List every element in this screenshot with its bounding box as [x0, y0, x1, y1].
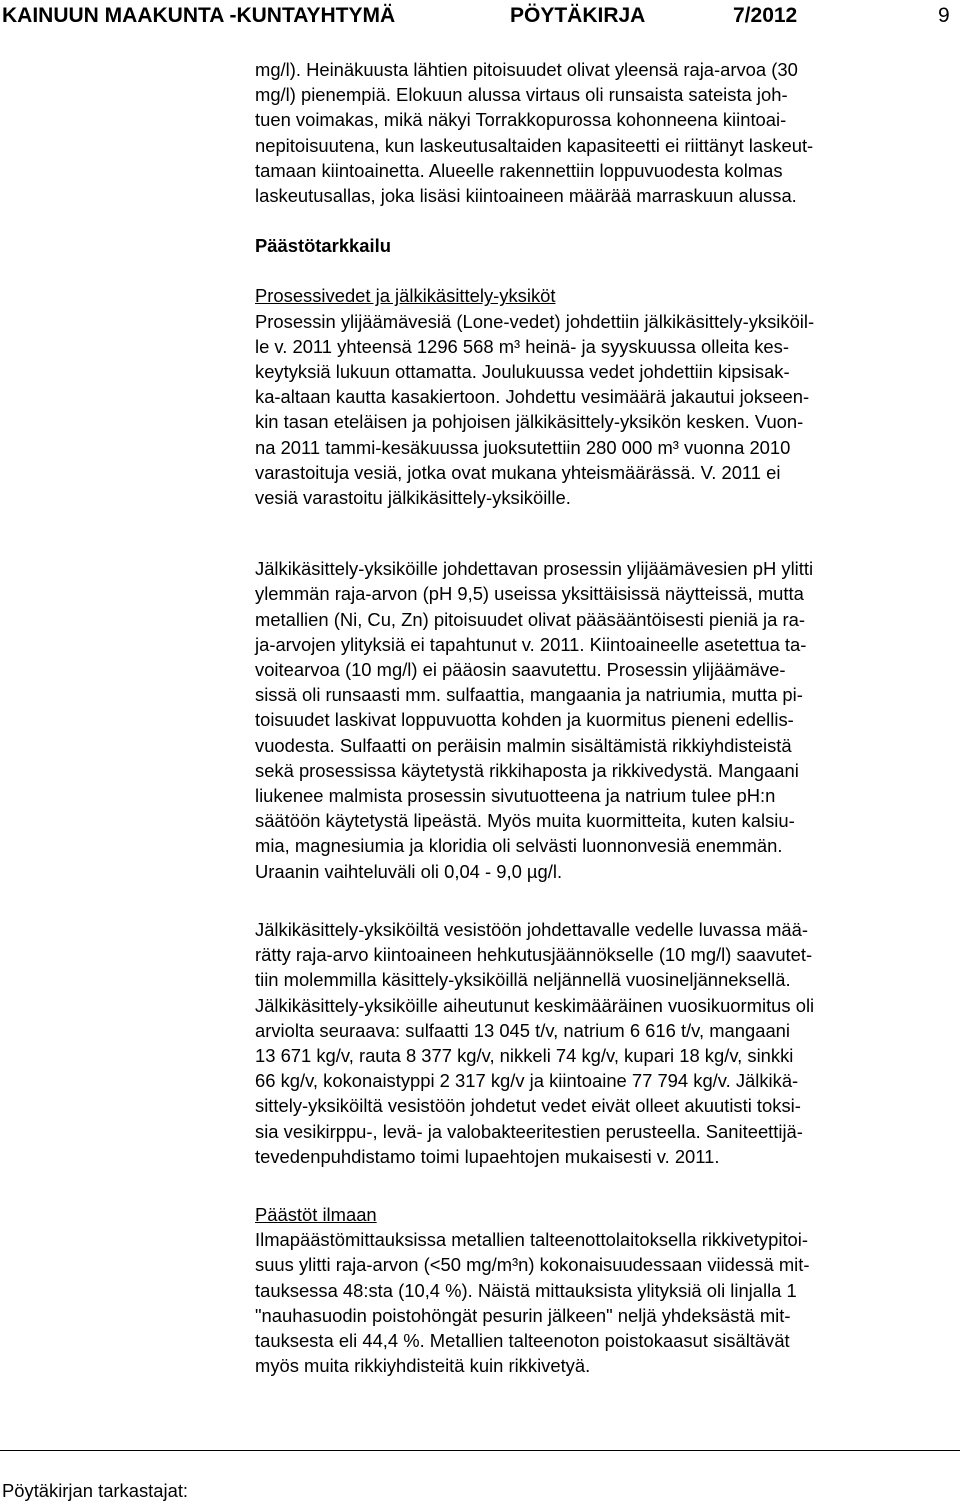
spacer [255, 884, 955, 917]
header-page-number: 9 [938, 4, 950, 27]
paragraph-prosessivedet: Prosessin ylijäämävesiä (Lone-vedet) johdettiin jälkikäsittely-yksiköil- le v. 2011 yhteensä 1296 568 m³ heinä- ja syyskuussa olleita kes- keytyksiä lukuun ottamatta. Joulukuussa vedet johdettiin kipsisak- ka-altaan kautta kasakiertoon. Johdettu vesimäärä jakautui jokseen- kin tasan eteläisen ja pohjoisen jälkikäsittely-yksikön kesken. Vuon- na 2011 tammi-kesäkuussa juoksutettiin 280 000 m³ vuonna 2010 varastoituja vesiä, jotka ovat mukana yhteismäärässä. V. 2011 ei vesiä varastoitu jälkikäsittely-yksiköille. [255, 310, 815, 509]
section-heading-paastotarkkailu: Päästötarkkailu [255, 235, 391, 257]
header-document-type: PÖYTÄKIRJA [510, 4, 646, 27]
header-organization: KAINUUN MAAKUNTA -KUNTAYHTYMÄ [2, 4, 396, 27]
footer-divider [0, 1450, 960, 1451]
footer-reviewers-label: Pöytäkirjan tarkastajat: [2, 1480, 189, 1501]
paragraph-ph: Jälkikäsittely-yksiköille johdettavan prosessin ylijäämävesien pH ylitti ylemmän raja-arvon (pH 9,5) useissa yksittäisissä näytteissä, mutta metallien (Ni, Cu, Zn) pitoisuudet olivat pääsääntöisesti pieniä ja ra- ja-arvojen ylityksiä ei tapahtunut v. 2011. Kiintoaineelle asetettua ta- voitearvoa (10 mg/l) ei pääosin saavutettu. Prosessin ylijäämäve- sissä oli runsaasti mm. sulfaattia, mangaania ja natriumia, mutta pi- toisuudet laskivat loppuvuotta kohden ja kuormitus pieneni edellis- vuodesta. Sulfaatti on peräisin malmin sisältämistä rikkiyhdisteistä sekä prosessissa käytetystä rikkihaposta ja rikkivedystä. Mangaani liukenee malmista prosessin sivutuotteena ja natrium tulee pH:n säätöön käytetystä lipeästä. Myös muita kuormitteita, kuten kalsiu- mia, magnesiumia ja kloridia oli selvästi luonnonvesiä enemmän. Uraanin vaihteluväli oli 0,04 - 9,0 µg/l. [255, 558, 814, 882]
spacer [255, 1169, 955, 1202]
header-document-number: 7/2012 [733, 4, 798, 27]
spacer [255, 208, 955, 233]
subheading-paastot-ilmaan: Päästöt ilmaan [255, 1203, 377, 1225]
paragraph-intro: mg/l). Heinäkuusta lähtien pitoisuudet olivat yleensä raja-arvoa (30 mg/l) pienempiä. Elokuun alussa virtaus oli runsaista sateista joh- tuen voimakas, mikä näkyi Torrakkopurossa kohonneena kiintoai- nepitoisuutena, kun laskeutusaltaiden kapasiteetti ei riittänyt laskeut- tamaan kiintoainetta. Alueelle rakennettiin loppuvuodesta kolmas laskeutusallas, joka lisäsi kiintoaineen määrää marraskuun alussa. [255, 59, 814, 207]
paragraph-vesistoon: Jälkikäsittely-yksiköiltä vesistöön johdettavalle vedelle luvassa mää- rätty raja-arvo kiintoaineen hehkutusjäännökselle (10 mg/l) saavutet- tiin molemmilla käsittely-yksiköillä neljännellä vuosineljänneksellä. Jälkikäsittely-yksiköille aiheutunut keskimääräinen vuosikuormitus oli arviolta seuraava: sulfaatti 13 045 t/v, natrium 6 616 t/v, mangaani 13 671 kg/v, rauta 8 377 kg/v, nikkeli 74 kg/v, kupari 18 kg/v, sinkki 66 kg/v, kokonaistyppi 2 317 kg/v ja kiintoaine 77 794 kg/v. Jälkikä- sittely-yksiköiltä vesistöön johdetut vedet eivät olleet akuutisti toksi- sia vesikirppu-, levä- ja valobakteeritestien perusteella. Saniteettijä- tevedenpuhdistamo toimi lupaehtojen mukaisesti v. 2011. [255, 918, 815, 1167]
spacer [255, 510, 955, 556]
document-body [255, 57, 955, 1378]
paragraph-ilmaan: Ilmapäästömittauksissa metallien talteenottolaitoksella rikkivetypitoi- suus ylitti raja-arvon (<50 mg/m³n) kokonaisuudessaan viidessä mit- tauksessa 48:sta (10,4 %). Näistä mittauksista ylityksiä oli linjalla 1 "nauhasuodin poistohöngät pesurin jälkeen" neljä yhdeksästä mit- tauksesta eli 44,4 %. Metallien talteenoton poistokaasut sisältävät myös muita rikkiyhdisteitä kuin rikkivetyä. [255, 1229, 810, 1377]
spacer [255, 258, 955, 283]
page-header [0, 0, 960, 34]
subheading-prosessivedet: Prosessivedet ja jälkikäsittely-yksiköt [255, 285, 556, 307]
